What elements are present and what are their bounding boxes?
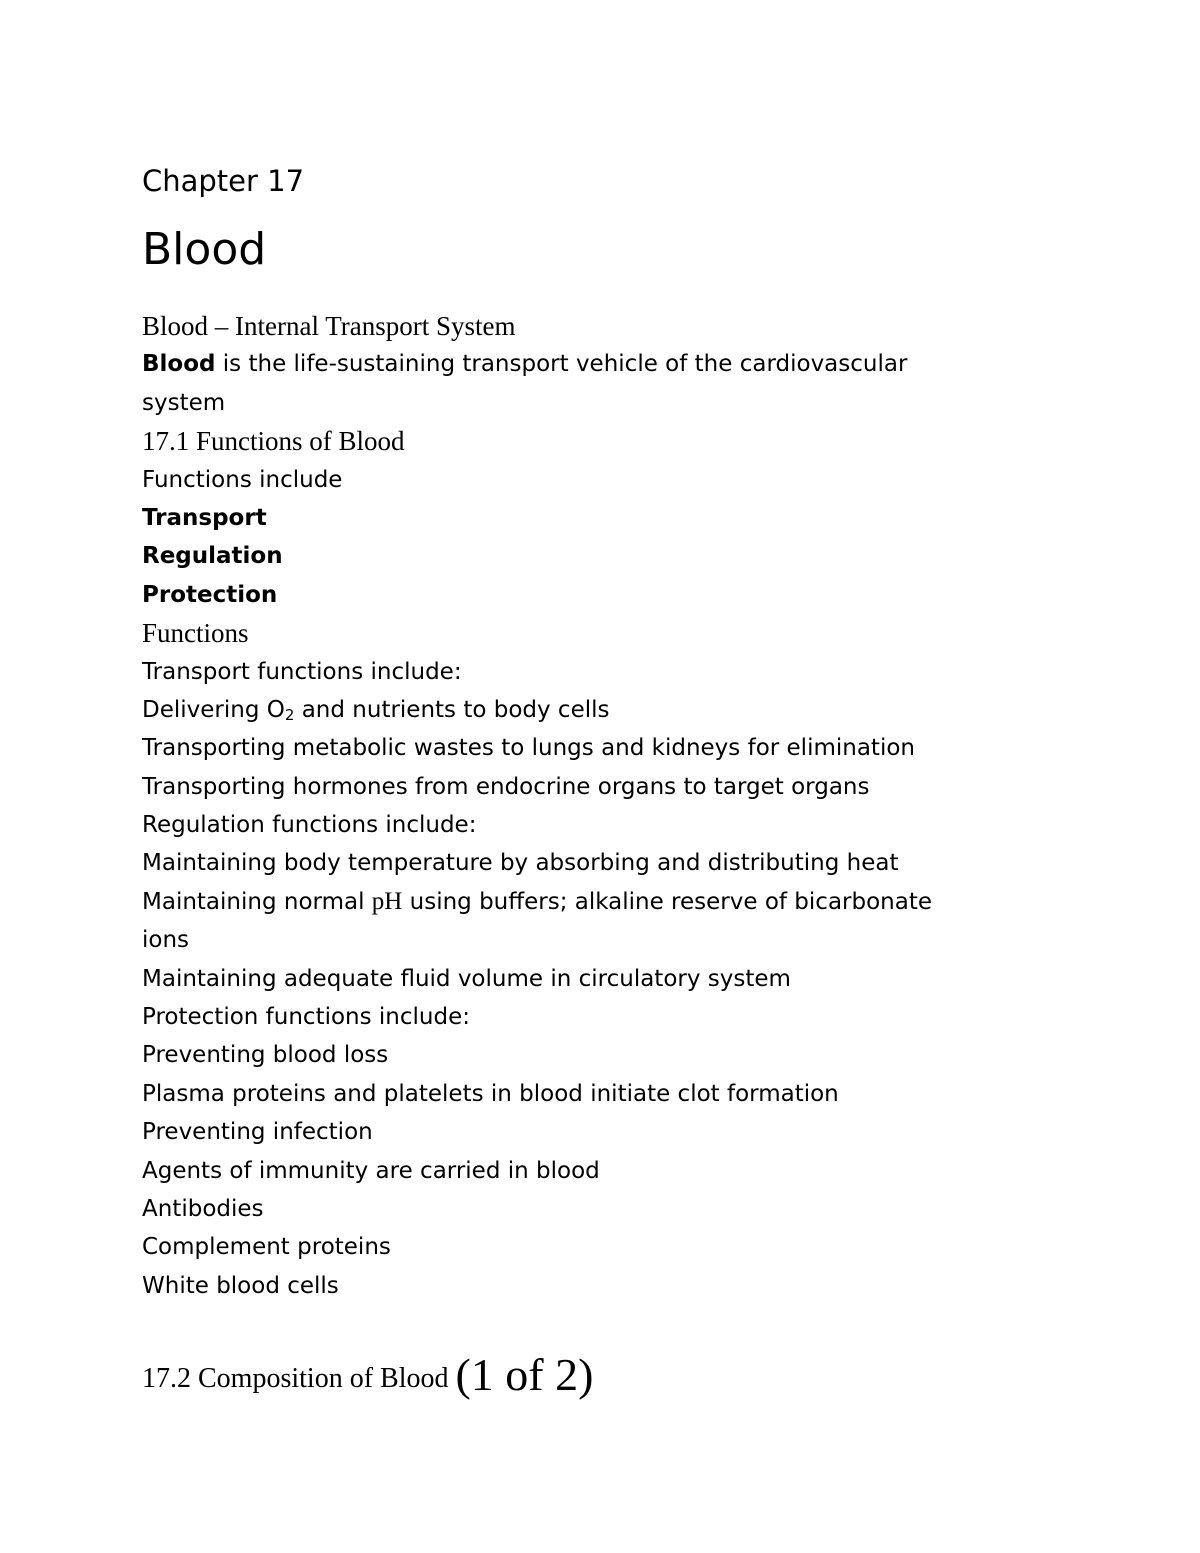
o2-subscript: 2: [284, 705, 295, 724]
regulation-line-ph-cont: ions: [142, 927, 190, 954]
section-2-part-label: (1 of 2): [455, 1349, 594, 1400]
functions-heading: Functions: [142, 618, 249, 649]
protection-line-clot: Plasma proteins and platelets in blood initiate clot formation: [142, 1080, 839, 1107]
bold-item-regulation: Regulation: [142, 543, 283, 570]
intro-line-2: system: [142, 389, 226, 416]
chapter-label: Chapter 17: [142, 164, 305, 198]
regulation-line-temperature: Maintaining body temperature by absorbing and distributing heat: [142, 850, 899, 877]
regulation-line-ph: Maintaining normal pH using buffers; alkaline reserve of bicarbonate: [142, 887, 933, 915]
bold-item-transport: Transport: [142, 504, 267, 531]
protection-line-wbc: White blood cells: [142, 1272, 339, 1299]
regulation-line-fluid: Maintaining adequate fluid volume in circulatory system: [142, 965, 791, 992]
intro-text: is the life-sustaining transport vehicle of the cardiovascular: [215, 351, 908, 378]
intro-bold-term: Blood: [142, 351, 216, 378]
transport-header: Transport functions include:: [142, 658, 462, 685]
regulation-header: Regulation functions include:: [142, 812, 477, 839]
heading-internal-transport: Blood – Internal Transport System: [142, 311, 516, 341]
protection-line-complement: Complement proteins: [142, 1234, 391, 1261]
protection-line-antibodies: Antibodies: [142, 1195, 264, 1222]
delivering-line: Delivering $O_2$ and nutrients to body cells: [142, 696, 610, 724]
body-text: [142, 307, 1142, 1305]
section-1-heading: 17.1 Functions of Blood: [142, 426, 405, 457]
protection-line-blood-loss: Preventing blood loss: [142, 1042, 389, 1069]
functions-include-line: Functions include: [142, 466, 343, 493]
ph-term: pH: [371, 887, 403, 915]
page-title: Blood: [142, 224, 267, 275]
transport-line-hormones: Transporting hormones from endocrine organs to target organs: [142, 773, 870, 800]
protection-header: Protection functions include:: [142, 1004, 470, 1031]
section-2-heading: 17.2 Composition of Blood (1 of 2): [142, 1349, 594, 1400]
protection-line-immunity: Agents of immunity are carried in blood: [142, 1157, 600, 1184]
intro-line-1: [142, 345, 1142, 383]
transport-line-wastes: Transporting metabolic wastes to lungs and kidneys for elimination: [142, 735, 915, 762]
bold-item-protection: Protection: [142, 581, 278, 608]
protection-line-infection: Preventing infection: [142, 1119, 373, 1146]
